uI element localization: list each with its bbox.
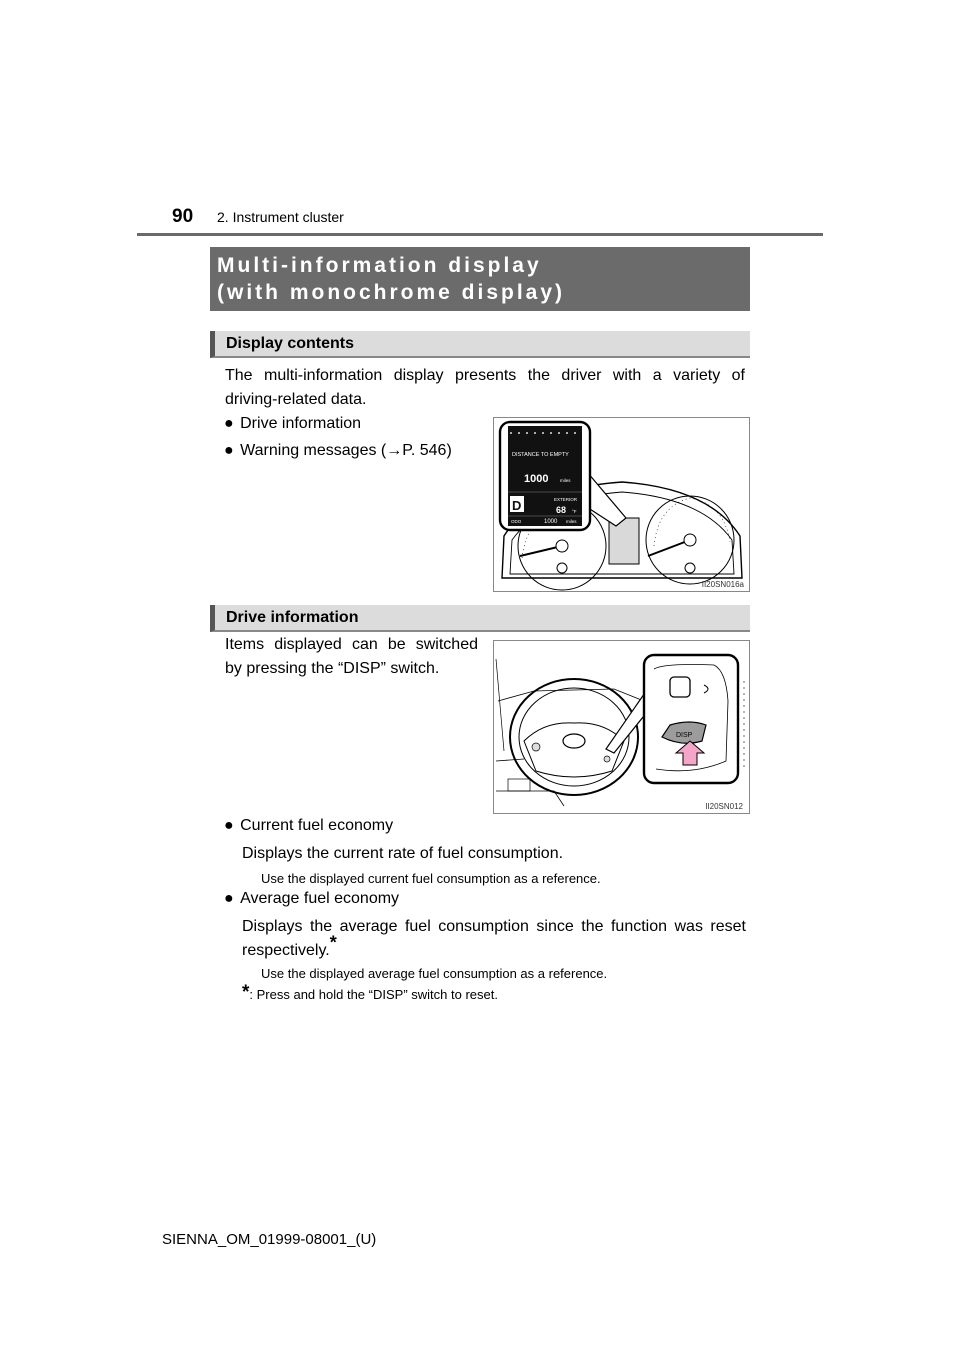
footnote-mark: *: [329, 932, 337, 953]
header-rule: [137, 233, 823, 236]
exterior-value: 68: [556, 505, 567, 515]
display-contents-paragraph: [225, 364, 745, 412]
bullet-warning-messages: ● Warning messages (→P. 546): [224, 442, 452, 459]
footnote: [242, 982, 498, 1004]
bullet-drive-information: ● Drive information: [224, 415, 362, 432]
footnote-asterisk: *: [242, 982, 250, 1003]
drive-information-heading: Drive information: [210, 605, 750, 632]
drive-information-line2: by pressing the “DISP” switch.: [225, 660, 440, 677]
disp-button-label: DISP: [676, 732, 693, 739]
drive-information-line1: Items displayed can be switched: [225, 636, 478, 653]
steering-wheel-figure: [493, 640, 750, 814]
item-current-fuel-economy-description: Displays the current rate of fuel consumption.: [242, 845, 564, 862]
page-title-line1: Multi-information display: [217, 254, 542, 277]
page-title-line2: (with monochrome display): [217, 281, 566, 304]
bullet-icon: ●: [224, 890, 234, 907]
instrument-cluster-figure: [493, 417, 750, 592]
odo-label: ODO: [511, 519, 522, 524]
steering-wheel-illustration: [494, 641, 749, 813]
gear-indicator: D: [512, 498, 522, 513]
document-id: SIENNA_OM_01999-08001_(U): [162, 1231, 377, 1248]
display-contents-line2: driving-related data.: [225, 391, 367, 408]
item-average-fuel-economy: ● Average fuel economy: [224, 890, 400, 907]
exterior-unit: °F: [572, 509, 577, 514]
bullet-icon: ●: [224, 442, 234, 459]
section-breadcrumb: 2. Instrument cluster: [217, 209, 344, 225]
item-current-fuel-economy-note: Use the displayed current fuel consumption as a reference.: [261, 871, 601, 886]
item-average-fuel-economy-description: Displays the average fuel consumption since the function was reset respectively.*: [242, 918, 746, 959]
item-average-fuel-economy-note: Use the displayed average fuel consumption as a reference.: [261, 966, 608, 981]
display-contents-heading: Display contents: [210, 331, 750, 358]
bullet-icon: ●: [224, 817, 234, 834]
instrument-cluster-illustration: [494, 418, 749, 591]
exterior-label: EXTERIOR: [554, 497, 578, 502]
distance-unit: miles: [560, 478, 571, 483]
screen-title: DISTANCE TO EMPTY: [512, 452, 569, 458]
footnote-text: : Press and hold the “DISP” switch to reset.: [249, 987, 498, 1002]
bullet-icon: ●: [224, 415, 234, 432]
figure-code: II20SN016a: [701, 580, 744, 589]
page-title: [210, 247, 750, 311]
figure-code: II20SN012: [705, 802, 743, 811]
distance-value: 1000: [524, 473, 549, 485]
odo-value: 1000: [544, 519, 558, 525]
odo-unit: miles: [566, 519, 577, 524]
page-number: 90: [172, 206, 194, 227]
item-current-fuel-economy: ● Current fuel economy: [224, 817, 394, 834]
drive-information-paragraph: [225, 633, 478, 681]
display-contents-line1: The multi-information display presents the driver with a variety of: [225, 367, 745, 384]
